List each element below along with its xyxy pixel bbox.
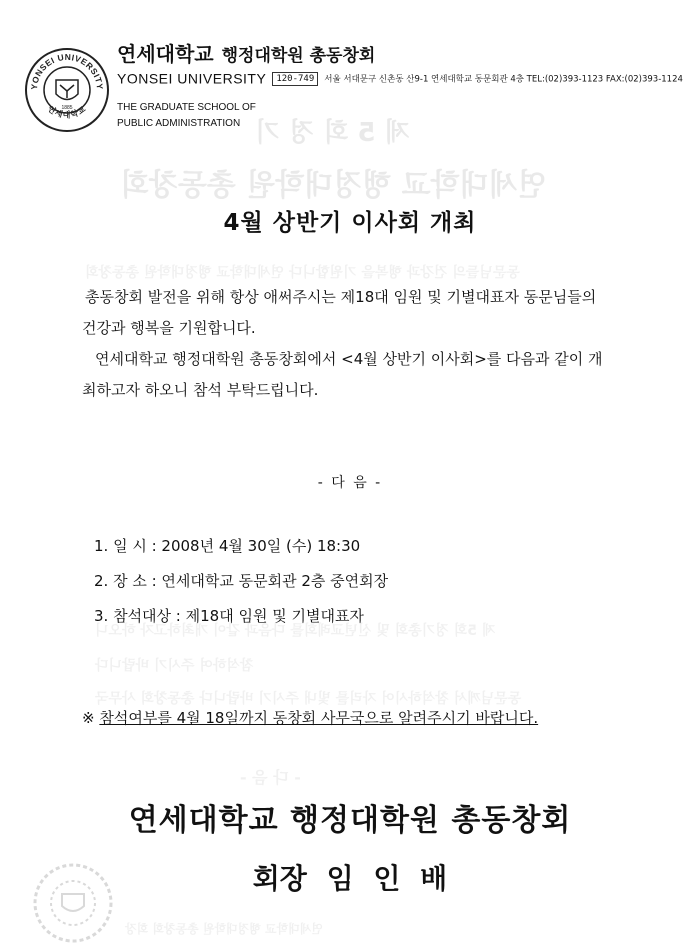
paragraph-1-line-1: 총동창회 발전을 위해 항상 애써주시는 제18대 임원 및 기별대표자 동문님들의 — [85, 288, 597, 306]
bleed-through-text: 연세대학교 행정대학원 총동창회 회장 — [125, 922, 324, 936]
university-seal-icon — [24, 47, 110, 133]
detail-item-datetime: 1. 일 시 : 2008년 4월 30일 (수) 18:30 — [94, 537, 361, 555]
dept-name-korean: 행정대학원 총동창회 — [221, 46, 376, 66]
bleed-through-text: 제 5회 정기총회 및 신년교례회를 다음과 같이 개최하고자 하오니 — [95, 623, 496, 639]
bleed-through-text: 제 5 회 정 기 — [255, 118, 410, 148]
bleed-through-text: 동문님께서 참석하시어 자리를 빛내 주시기 바랍니다 총동창회 사무국 — [95, 691, 522, 707]
notice-text: 참석여부를 4월 18일까지 동창회 사무국으로 알려주시기 바랍니다. — [99, 709, 539, 727]
paragraph-1-line-2: 건강과 행복을 기원합니다. — [82, 319, 256, 337]
school-line-2: PUBLIC ADMINISTRATION — [117, 118, 241, 129]
address-contact: 서울 서대문구 신촌동 산9-1 연세대학교 동문회관 4층 TEL:(02)393-1123 FAX:(02)393-1124 — [324, 74, 683, 85]
faded-seal-stamp-icon — [30, 860, 116, 946]
reference-mark: ※ — [82, 709, 95, 727]
seal-bottom-text: 연세대학교 — [45, 104, 89, 120]
bleed-through-text: 참석하여 주시기 바랍니다 — [95, 658, 254, 674]
signature-org: 연세대학교 행정대학원 총동창회 — [128, 803, 572, 838]
letterhead-english-row — [117, 68, 683, 87]
school-line-1: THE GRADUATE SCHOOL OF — [117, 102, 256, 113]
bleed-through-text: 연세대학교 행정대학원 총동창회 — [120, 168, 547, 203]
seal-top-text: YONSEI UNIVERSITY — [28, 51, 106, 91]
bleed-through-text: - 다 음 - — [240, 768, 301, 787]
school-name-english — [117, 100, 256, 132]
zip-code-box: 120-749 — [272, 72, 318, 86]
signature-sender: 회장 임 인 배 — [252, 862, 448, 895]
paragraph-2-line-1: 연세대학교 행정대학원 총동창회에서 <4월 상반기 이사회>를 다음과 같이 개 — [95, 350, 603, 368]
org-name-english: YONSEI UNIVERSITY — [117, 70, 267, 87]
letterhead-org-korean — [117, 38, 375, 67]
seal-year: 1885 — [61, 105, 73, 111]
details-heading: - 다 음 - — [317, 475, 383, 491]
attendance-notice — [82, 707, 538, 728]
paragraph-2-line-2: 최하고자 하오니 참석 부탁드립니다. — [82, 381, 319, 399]
detail-item-attendees: 3. 참석대상 : 제18대 임원 및 기별대표자 — [94, 607, 364, 625]
document-title: 4월 상반기 이사회 개최 — [223, 210, 477, 236]
org-name-korean: 연세대학교 — [117, 42, 214, 66]
bleed-through-text: 동문님들의 건강과 행복을 기원합니다 연세대학교 행정대학원 총동창회 — [85, 265, 520, 281]
detail-item-location: 2. 장 소 : 연세대학교 동문회관 2층 중연회장 — [94, 572, 389, 590]
